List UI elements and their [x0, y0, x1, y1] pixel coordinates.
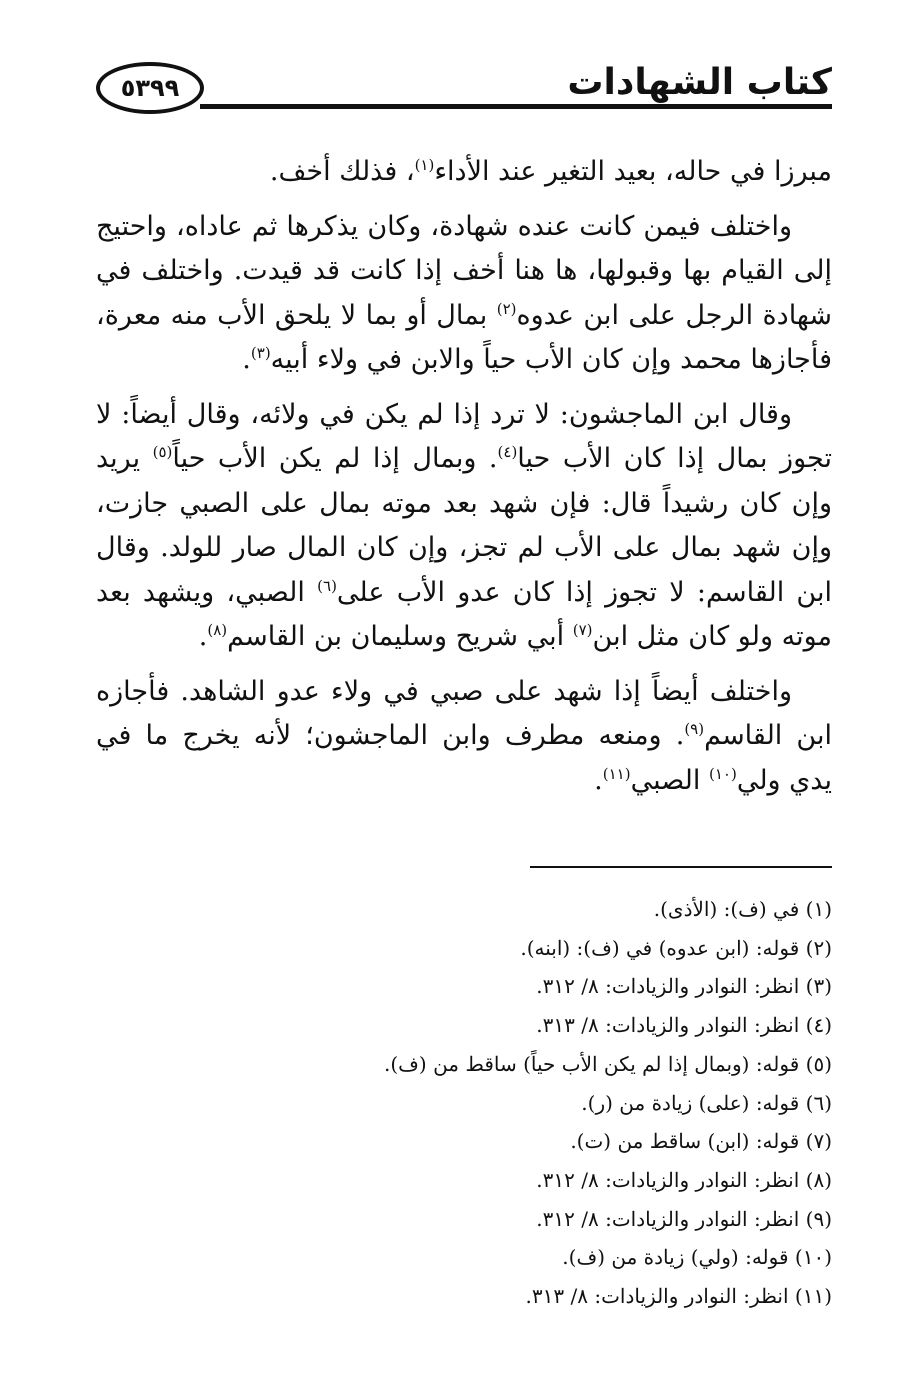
footnote-ref: (٤) — [497, 443, 518, 461]
footnote-9: (٩) انظر: النوادر والزيادات: ٨/ ٣١٢. — [536, 1206, 832, 1231]
footnote-ref: (٩) — [684, 720, 705, 738]
footnote-ref: (١٠) — [708, 764, 737, 783]
page-number-badge — [96, 62, 204, 114]
footnote-3: (٣) انظر: النوادر والزيادات: ٨/ ٣١٢. — [536, 974, 832, 999]
paragraph-4: واختلف أيضاً إذا شهد على صبي في ولاء عدو الشاهد. فأجازه ابن القاسم$^{(٩)}$. ومنعه مطرف وابن الماجشون؛ لأنه يخرج ما في يدي ولي$^{(١٠)}$ الصبي$^{(١١)}$. — [96, 675, 832, 796]
footnotes-list — [112, 890, 832, 1316]
paragraph-2: واختلف فيمن كانت عنده شهادة، وكان يذكرها ثم عاداه، واحتيج إلى القيام بها وقبولها، ها هنا أخف إذا كانت قد قيدت. واختلف في شهادة الرجل على ابن عدوه$^{(٢)}$ بمال أو بما لا يلحق الأب منه معرة، فأجازها محمد وإن كان الأب حياً والابن في ولاء أبيه$^{(٣)}$. — [96, 210, 832, 375]
footnote-2: (٢) قوله: (ابن عدوه) في (ف): (ابنه). — [520, 935, 832, 960]
footnote-ref: (٣) — [250, 344, 271, 362]
footnote-4: (٤) انظر: النوادر والزيادات: ٨/ ٣١٣. — [536, 1013, 832, 1038]
footnote-1: (١) في (ف): (الأذى). — [653, 897, 832, 921]
footnote-ref: (٥) — [152, 443, 173, 461]
footnote-11: (١١) انظر: النوادر والزيادات: ٨/ ٣١٣. — [525, 1284, 832, 1309]
footnote-5: (٥) قوله: (وبمال إذا لم يكن الأب حياً) ساقط من (ف). — [384, 1051, 832, 1076]
header-rule — [200, 104, 832, 109]
footnote-ref: (١) — [414, 156, 435, 174]
footnote-10: (١٠) قوله: (ولي) زيادة من (ف). — [562, 1245, 832, 1270]
footnote-7: (٧) قوله: (ابن) ساقط من (ت). — [570, 1129, 832, 1154]
footnote-ref: (١١) — [602, 764, 631, 783]
main-text — [96, 150, 832, 813]
page-number: ٥٣٩٩ — [120, 74, 180, 102]
header-title: كتاب الشهادات — [567, 62, 832, 103]
paragraph-1: مبرزا في حاله، بعيد التغير عند الأداء$^{(١)}$، فذلك أخف. — [269, 156, 832, 187]
footnote-ref: (٦) — [317, 576, 337, 595]
footnote-separator — [530, 866, 832, 868]
footnote-8: (٨) انظر: النوادر والزيادات: ٨/ ٣١٢. — [536, 1167, 832, 1192]
paragraph-3: وقال ابن الماجشون: لا ترد إذا لم يكن في ولائه، وقال أيضاً: لا تجوز بمال إذا كان الأب حيا$^{(٤)}$. وبمال إذا لم يكن الأب حياً$^{(٥)}$ يريد وإن كان رشيداً قال: فإن شهد بعد موته بمال على الصبي جازت، وإن شهد بمال على الأب لم تجز، وإن كان المال صار للولد. وقال ابن القاسم: لا تجوز إذا كان عدو الأب على$^{(٦)}$ الصبي، ويشهد بعد موته ولو كان مثل ابن$^{(٧)}$ أبي شريح وسليمان بن القاسم$^{(٨)}$. — [96, 398, 832, 652]
footnote-ref: (٢) — [496, 299, 517, 318]
footnote-ref: (٨) — [207, 621, 228, 639]
footnote-6: (٦) قوله: (على) زيادة من (ر). — [581, 1090, 832, 1115]
footnote-ref: (٧) — [572, 621, 593, 639]
